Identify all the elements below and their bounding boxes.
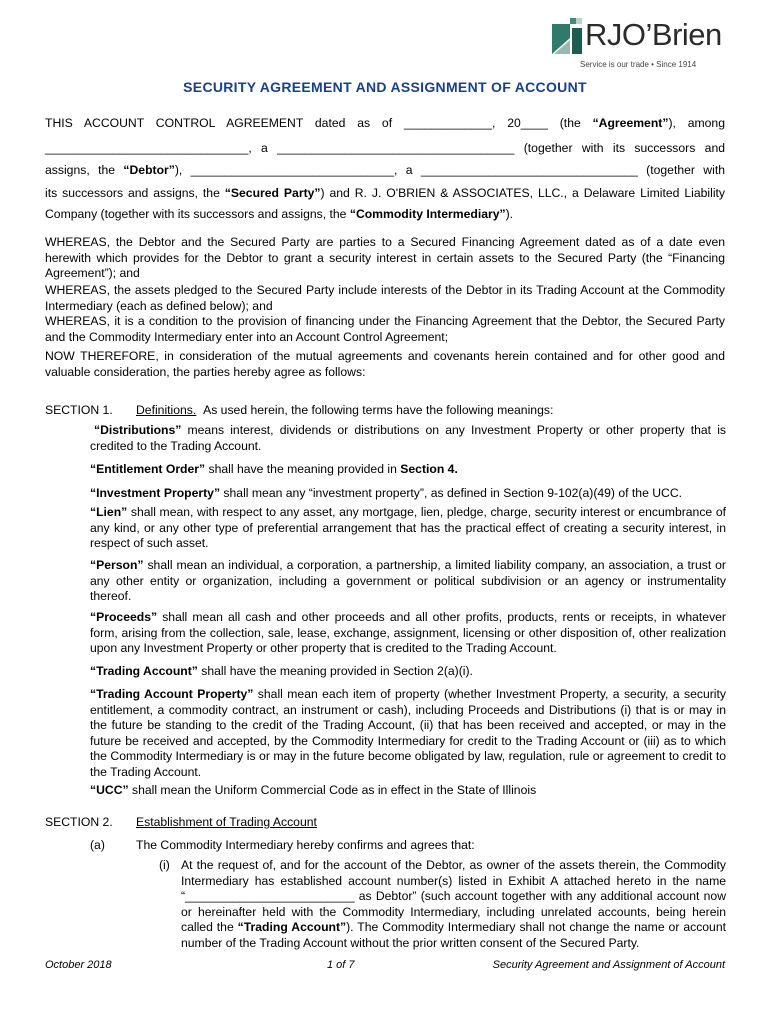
definition-term: “UCC” <box>90 783 129 797</box>
intro-line-2: ______________________________, a ___________________________________ (together with its successors and <box>45 141 725 155</box>
definition-term: “Trading Account” <box>90 664 198 678</box>
definition-term: “Entitlement Order” <box>90 462 206 476</box>
document-title: SECURITY AGREEMENT AND ASSIGNMENT OF ACCOUNT <box>183 79 587 95</box>
section-2-number: SECTION 2. <box>45 815 113 829</box>
whereas-clause-3: WHEREAS, it is a condition to the provision of financing under the Financing Agreement that the Debtor, the Secured Party and the Commodity Intermediary enter into an Account Control Agreement; <box>45 314 725 344</box>
logo-tagline: Service is our trade • Since 1914 <box>580 60 697 69</box>
definition-term: “Proceeds” <box>90 610 158 624</box>
definition-item: “UCC” shall mean the Uniform Commercial Code as in effect in the State of Illinois <box>90 783 537 797</box>
section-2a-text: The Commodity Intermediary hereby confirms and agrees that: <box>136 838 475 852</box>
definition-item: “Proceeds” shall mean all cash and other proceeds and all other profits, products, rents or receipts, in whatever form, arising from the collection, sale, lease, exchange, assignment, licensing or other disposition of, other realization upon any Investment Property or other property that is credited to the Trading Account. <box>90 610 726 655</box>
intro-line-3: assigns, the “Debtor”), ______________________________, a ________________________________ (together with <box>45 163 725 177</box>
whereas-clause-2: WHEREAS, the assets pledged to the Secured Party include interests of the Debtor in its Trading Account at the Commodity Intermediary (each as defined below); and <box>45 283 725 313</box>
footer-document-name: Security Agreement and Assignment of Account <box>492 959 725 971</box>
section-2-heading: Establishment of Trading Account <box>136 815 317 829</box>
section-1-heading: Definitions. As used herein, the following terms have the following meanings: <box>136 403 554 417</box>
footer-date: October 2018 <box>45 959 112 971</box>
now-therefore-clause: NOW THEREFORE, in consideration of the mutual agreements and covenants herein contained and for other good and valuable consideration, the parties hereby agree as follows: <box>45 349 725 379</box>
definition-term: “Distributions” <box>94 423 182 437</box>
logo-name: RJO’Brien <box>585 17 722 52</box>
section-2ai-label: (i) <box>159 858 170 872</box>
definition-item: “Trading Account Property” shall mean each item of property (whether Investment Property, a security, a security entitlement, a commodity contract, an instrument or cash), including Proceeds and Distributions (i) that is or may in the future be standing to the credit of the Trading Account, (ii) that has been received and accepted, or may in the future be received and accepted, by the Commodity Intermediary for credit to the Trading Account or (iii) as to which the Commodity Intermediary is or may in the future become obligated by law, regulation, rule or agreement to credit to the Trading Account. <box>90 687 726 779</box>
intro-line-1: THIS ACCOUNT CONTROL AGREEMENT dated as of _____________, 20____ (the “Agreement”), among <box>45 116 725 130</box>
footer-page-number: 1 of 7 <box>327 959 355 971</box>
definition-term: “Investment Property” <box>90 486 221 500</box>
definition-item: “Entitlement Order” shall have the meaning provided in Section 4. <box>90 462 458 476</box>
definition-item: “Investment Property” shall mean any “investment property”, as defined in Section 9-102(a)(49) of the UCC. <box>90 486 683 500</box>
section-1-number: SECTION 1. <box>45 403 113 417</box>
intro-line-4: its successors and assigns, the “Secured Party”) and R. J. O'BRIEN & ASSOCIATES, LLC., a Delaware Limited Liability <box>45 186 726 200</box>
definition-item: “Lien” shall mean, with respect to any asset, any mortgage, lien, pledge, charge, security interest or encumbrance of any kind, or any other type of preferential arrangement that has the practical effect of creating a security interest, in respect of such asset. <box>90 505 726 550</box>
section-2ai-text: At the request of, and for the account of the Debtor, as owner of the assets therein, the Commodity Intermediary has established account number(s) listed in Exhibit A attached hereto in the name “_________________________ as Debtor” (such account together with any additional account now or hereinafter held with the Commodity Intermediary, including unrelated accounts, being herein called the “Trading Account”). The Commodity Intermediary shall not change the name or account number of the Trading Account without the prior written consent of the Secured Party. <box>181 858 727 950</box>
intro-line-5: Company (together with its successors and assigns, the “Commodity Intermediary”). <box>45 207 514 221</box>
section-2a-label: (a) <box>90 838 105 852</box>
definition-item: “Trading Account” shall have the meaning provided in Section 2(a)(i). <box>90 664 473 678</box>
whereas-clause-1: WHEREAS, the Debtor and the Secured Party are parties to a Secured Financing Agreement dated as of a date even herewith which provides for the Debtor to grant a security interest in certain assets to the Secured Party (the “Financing Agreement”); and <box>45 235 725 280</box>
definition-term: “Person” <box>90 558 144 572</box>
definition-item: “Distributions” means interest, dividends or distributions on any Investment Property or other property that is credited to the Trading Account. <box>90 423 726 453</box>
rjobrien-logo <box>550 16 728 72</box>
definition-term: “Lien” <box>90 505 128 519</box>
logo-mark-icon <box>550 18 584 56</box>
definition-item: “Person” shall mean an individual, a corporation, a partnership, a limited liability company, an association, a trust or any other entity or organization, including a government or political subdivision or an agency or instrumentality thereof. <box>90 558 726 603</box>
definition-term: “Trading Account Property” <box>90 687 254 701</box>
